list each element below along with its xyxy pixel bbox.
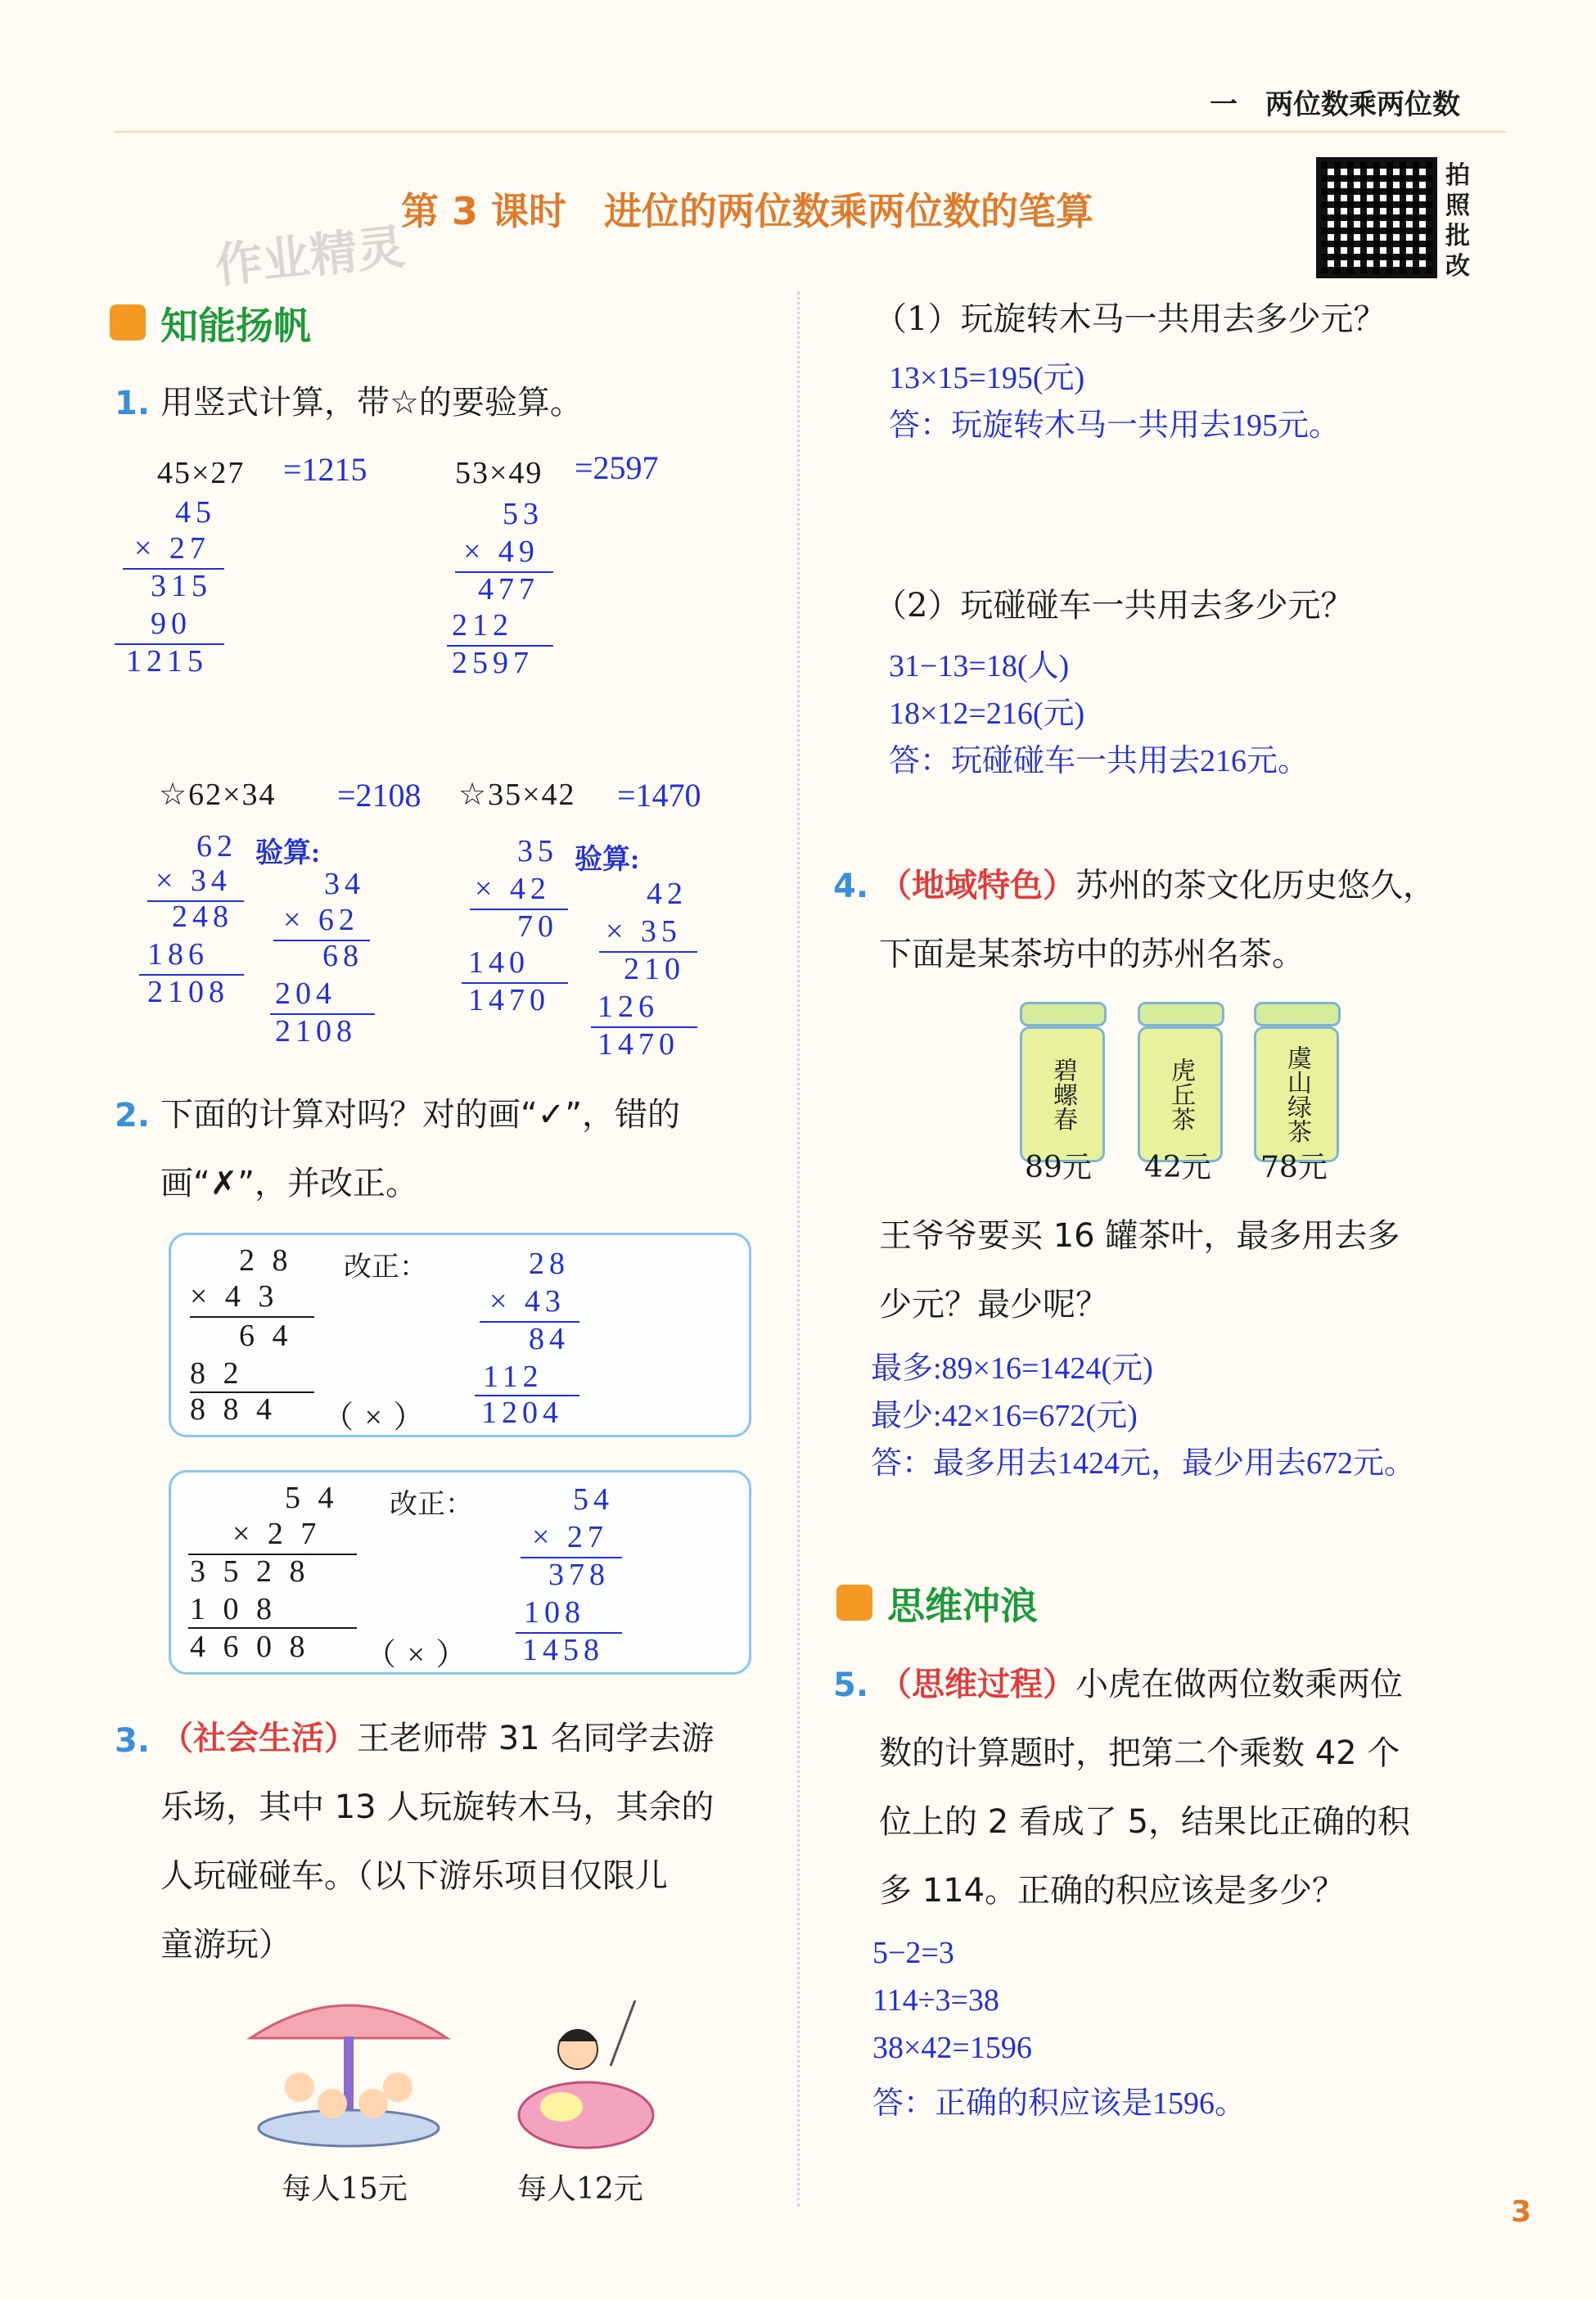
q2-b2-mark: （ × ） [365,1638,469,1672]
carousel-image [242,1989,455,2161]
q5-text-1: 小虎在做两位数乘两位 [1075,1666,1403,1703]
q1-p1-line5: 1215 [126,644,208,679]
q5-work-3: 38×42=1596 [872,2031,1032,2065]
q2-text-line2: 画“✗”，并改正。 [160,1165,418,1202]
q3-sub2-work-2: 18×12=216(元) [889,697,1085,731]
q2-b2-line3: 3 5 2 8 [190,1554,310,1589]
q1-p4-check1: 42 [647,877,688,911]
q1-p4-check5: 1470 [597,1027,679,1062]
q2-b1-fix3: 84 [529,1322,570,1356]
q1-p2-line3: 477 [478,572,539,607]
watermark: 作业精灵 [212,219,408,294]
q2-b2-line5: 4 6 0 8 [190,1630,310,1664]
q2-number: 2. [115,1097,151,1134]
q3-sub2-work-3: 答：玩碰碰车一共用去216元。 [889,744,1310,778]
q1-p4-line1: 35 [517,834,558,868]
q1-p4-check2: × 35 [606,914,682,949]
q4-work-3: 答：最多用去1424元，最少用去672元。 [871,1446,1416,1481]
q1-p4-line3: 70 [517,909,558,944]
q2-text-line1: 下面的计算对吗？对的画“✓”，错的 [160,1096,680,1134]
q1-p4-check4: 126 [597,990,659,1024]
q1-p4-line2: × 42 [475,872,551,906]
q1-p3-line5: 2108 [147,975,229,1009]
section-icon [110,304,146,340]
q1-p3-answer: =2108 [337,777,422,814]
q1-number: 1. [115,385,151,422]
q1-p3-check-label: 验算: [255,838,321,868]
q1-p4-answer: =1470 [617,777,701,814]
q5-work-1: 5−2=3 [872,1936,954,1970]
q1-p2-answer: =2597 [575,449,659,486]
q1-p1-answer: =1215 [283,451,367,488]
q1-p1-line4: 90 [151,607,192,641]
tea-name-1: 碧螺春 [1048,1058,1077,1131]
tea-jar-2 [1138,1002,1224,1162]
q1-p3-line1: 62 [196,829,237,864]
q4-work-2: 最少:42×16=672(元) [871,1399,1138,1433]
q5-number: 5. [833,1666,869,1704]
q1-p2-expr: 53×49 [455,456,543,490]
q2-b1-fix4: 112 [483,1360,543,1394]
q3-sub1-work-1: 13×15=195(元) [889,361,1085,395]
q1-p3-check4: 204 [275,976,336,1011]
q3-text-line1 [160,1704,714,1773]
carousel-price: 每人15元 [282,2172,408,2206]
q4-text-line1 [879,851,1436,920]
q1-p4-expr: ☆35×42 [458,778,576,812]
q5-text-line3: 位上的 2 看成了 5，结果比正确的积 [879,1803,1411,1841]
q4-text-1: 苏州的茶文化历史悠久， [1075,867,1436,904]
q3-tag: （社会生活） [160,1719,357,1757]
section-icon [836,1585,872,1621]
q1-p1-line1: 45 [175,495,216,530]
q2-b2-line4: 1 0 8 [190,1592,277,1626]
q5-work-2: 114÷3=38 [872,1983,999,2018]
tea-price-3: 78元 [1260,1151,1328,1184]
q2-b1-fix-label: 改正： [344,1251,427,1283]
q4-number: 4. [833,868,869,905]
q3-sub2-work-1: 31−13=18(人) [889,649,1070,683]
q3-sub1-question: （1）玩旋转木马一共用去多少元？ [874,300,1386,338]
q4-tag: （地域特色） [879,866,1075,904]
q1-p2-line5: 2597 [452,646,534,680]
page-number: 3 [1511,2195,1532,2229]
section-title-1: 知能扬帆 [160,304,311,348]
q1-p3-line4: 186 [147,937,209,972]
section-title-2: 思维冲浪 [887,1584,1038,1628]
q1-p1-line2: × 27 [134,531,210,566]
q1-p2-line2: × 49 [463,534,539,569]
qr-caption: 拍照批改 [1445,161,1470,281]
q2-b2-fix4: 108 [524,1595,585,1630]
q2-b1-fix1: 28 [529,1247,570,1281]
q4-text-line2: 下面是某茶坊中的苏州名茶。 [879,936,1305,973]
q1-text: 用竖式计算，带☆的要验算。 [160,384,583,422]
q1-p4-line5: 1470 [468,983,550,1017]
qr-code[interactable] [1316,157,1437,278]
tea-price-1: 89元 [1025,1151,1092,1184]
q1-p2-line4: 212 [452,608,513,643]
q2-b1-mark: （ × ） [322,1400,426,1435]
q1-p2-line1: 53 [503,497,543,531]
column-divider [797,291,800,2207]
tea-jar-1 [1020,1002,1107,1162]
q2-b2-line1: 5 4 [285,1481,339,1515]
q4-work-1: 最多:89×16=1424(元) [871,1351,1153,1386]
q1-p1-line3: 315 [151,569,212,603]
bumper-car-price: 每人12元 [517,2172,643,2206]
q2-b2-fix1: 54 [573,1482,614,1517]
tea-jar-3 [1254,1002,1341,1162]
q5-tag: （思维过程） [879,1665,1075,1703]
q1-p4-check3: 210 [624,952,685,986]
q3-sub2-question: （2）玩碰碰车一共用去多少元？ [874,587,1354,625]
q2-b1-line3: 6 4 [239,1319,293,1353]
q2-b2-line2: × 2 7 [232,1517,322,1551]
q1-p3-line3: 248 [172,900,233,934]
q2-b1-fix5: 1204 [481,1396,563,1430]
q1-p4-line4: 140 [468,945,530,980]
bumper-car-image [512,2000,660,2156]
q2-b1-line5: 8 8 4 [190,1392,277,1427]
q1-p3-check2: × 62 [283,903,359,937]
q5-text-line4: 多 114。正确的积应该是多少？ [879,1872,1346,1910]
q2-b2-fix2: × 27 [532,1520,608,1554]
q3-text-1: 王老师带 31 名同学去游 [357,1720,715,1757]
q4-question-line2: 少元？最少呢？ [879,1286,1108,1324]
q5-text-line1 [879,1650,1403,1719]
q1-p3-check3: 68 [322,939,363,973]
q3-text-line2: 乐场，其中 13 人玩旋转木马，其余的 [160,1788,715,1826]
header-line [115,131,1506,133]
q1-p1-expr: 45×27 [157,456,246,490]
tea-name-2: 虎丘茶 [1166,1058,1195,1131]
q5-text-line2: 数的计算题时，把第二个乘数 42 个 [879,1734,1400,1772]
q1-p3-check5: 2108 [275,1014,357,1049]
q2-b1-line4: 8 2 [190,1356,244,1391]
q2-b2-fix-label: 改正： [390,1488,473,1521]
q1-p3-line2: × 34 [156,864,232,898]
q3-sub1-work-2: 答：玩旋转木马一共用去195元。 [889,408,1341,443]
q2-b1-line2: × 4 3 [190,1279,279,1314]
q2-b1-fix2: × 43 [489,1284,566,1319]
q3-text-line4: 童游玩） [160,1926,291,1964]
q5-work-4: 答：正确的积应该是1596。 [872,2086,1247,2121]
q4-question-line1: 王爷爷要买 16 罐茶叶，最多用去多 [879,1217,1400,1255]
q1-p4-check-label: 验算: [575,845,640,875]
lesson-title: 第 3 课时 进位的两位数乘两位数的笔算 [401,189,1094,233]
tea-name-3: 虞山绿茶 [1283,1045,1311,1143]
q2-b2-fix5: 1458 [522,1633,604,1667]
q2-b2-fix3: 378 [548,1558,610,1592]
q2-b1-line1: 2 8 [239,1243,293,1278]
q1-p3-check1: 34 [324,867,365,901]
q3-number: 3. [115,1722,151,1760]
q1-p3-expr: ☆62×34 [159,778,277,812]
chapter-header: 一 两位数乘两位数 [1210,88,1460,121]
q3-text-line3: 人玩碰碰车。（以下游乐项目仅限儿 [160,1857,668,1895]
tea-price-2: 42元 [1144,1151,1211,1184]
